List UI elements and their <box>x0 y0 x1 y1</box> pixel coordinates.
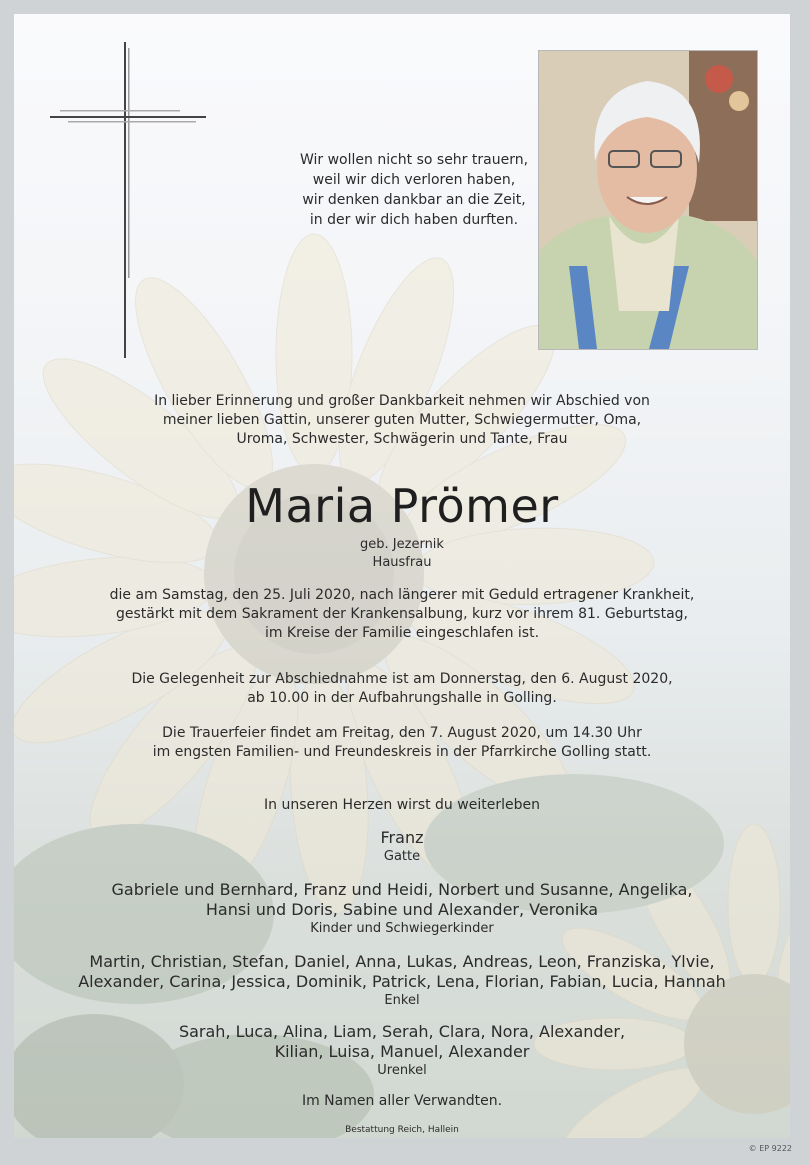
quote-line: weil wir dich verloren haben, <box>312 172 516 188</box>
mourner-group-grandchildren <box>14 952 790 1010</box>
viewing-info <box>14 670 790 708</box>
obituary-sheet <box>14 14 790 1138</box>
mourner-group-children <box>14 880 790 938</box>
quote-line: in der wir dich haben durften. <box>309 212 519 228</box>
mourner-names: Franz <box>380 828 424 847</box>
mourner-group-spouse <box>14 828 790 866</box>
viewing-line: ab 10.00 in der Aufbahrungshalle in Golling. <box>247 690 557 706</box>
mourner-names: Martin, Christian, Stefan, Daniel, Anna, Lukas, Andreas, Leon, Franziska, Ylvie, <box>89 952 715 971</box>
ceremony-info <box>14 724 790 762</box>
intro-line: In lieber Erinnerung und großer Dankbarkeit nehmen wir Abschied von <box>154 393 650 409</box>
remembrance-line: In unseren Herzen wirst du weiterleben <box>264 797 540 813</box>
death-notice-line: gestärkt mit dem Sakrament der Krankensalbung, kurz vor ihrem 81. Geburtstag, <box>115 606 689 622</box>
quote-line: wir denken dankbar an die Zeit, <box>302 192 526 208</box>
death-notice-line: im Kreise der Familie eingeschlafen ist. <box>264 625 540 641</box>
intro-text <box>14 392 790 449</box>
intro-line: Uroma, Schwester, Schwägerin und Tante, Frau <box>236 431 568 447</box>
print-code: © EP 9222 <box>748 1144 792 1153</box>
birth-name: geb. Jezernik <box>360 537 444 552</box>
quote-line: Wir wollen nicht so sehr trauern, <box>299 152 529 168</box>
mourner-names: Alexander, Carina, Jessica, Dominik, Patrick, Lena, Florian, Fabian, Lucia, Hannah <box>78 972 726 991</box>
mourner-names: Sarah, Luca, Alina, Liam, Serah, Clara, Nora, Alexander, <box>178 1022 626 1041</box>
portrait-photo <box>538 50 758 350</box>
mourner-names: Kilian, Luisa, Manuel, Alexander <box>274 1042 530 1061</box>
intro-line: meiner lieben Gattin, unserer guten Mutter, Schwiegermutter, Oma, <box>162 412 642 428</box>
mourner-relation: Urenkel <box>377 1063 427 1078</box>
ceremony-line: im engsten Familien- und Freundeskreis in der Pfarrkirche Golling statt. <box>152 744 652 760</box>
deceased-name: Maria Prömer <box>245 479 559 533</box>
closing-line: Im Namen aller Verwandten. <box>301 1093 503 1109</box>
mourner-group-great-grandchildren <box>14 1022 790 1080</box>
mourner-relation: Enkel <box>384 993 420 1008</box>
mourner-relation: Gatte <box>383 849 421 864</box>
death-notice <box>14 586 790 643</box>
mourner-relation: Kinder und Schwiegerkinder <box>310 921 494 936</box>
ceremony-line: Die Trauerfeier findet am Freitag, den 7. August 2020, um 14.30 Uhr <box>162 725 642 741</box>
occupation: Hausfrau <box>372 555 432 570</box>
death-notice-line: die am Samstag, den 25. Juli 2020, nach längerer mit Geduld ertragener Krankheit, <box>109 587 695 603</box>
mourner-names: Hansi und Doris, Sabine und Alexander, Veronika <box>205 900 599 919</box>
mourner-names: Gabriele und Bernhard, Franz und Heidi, Norbert und Susanne, Angelika, <box>111 880 693 899</box>
undertaker-credit: Bestattung Reich, Hallein <box>345 1125 459 1135</box>
viewing-line: Die Gelegenheit zur Abschiednahme ist am Donnerstag, den 6. August 2020, <box>131 671 673 687</box>
